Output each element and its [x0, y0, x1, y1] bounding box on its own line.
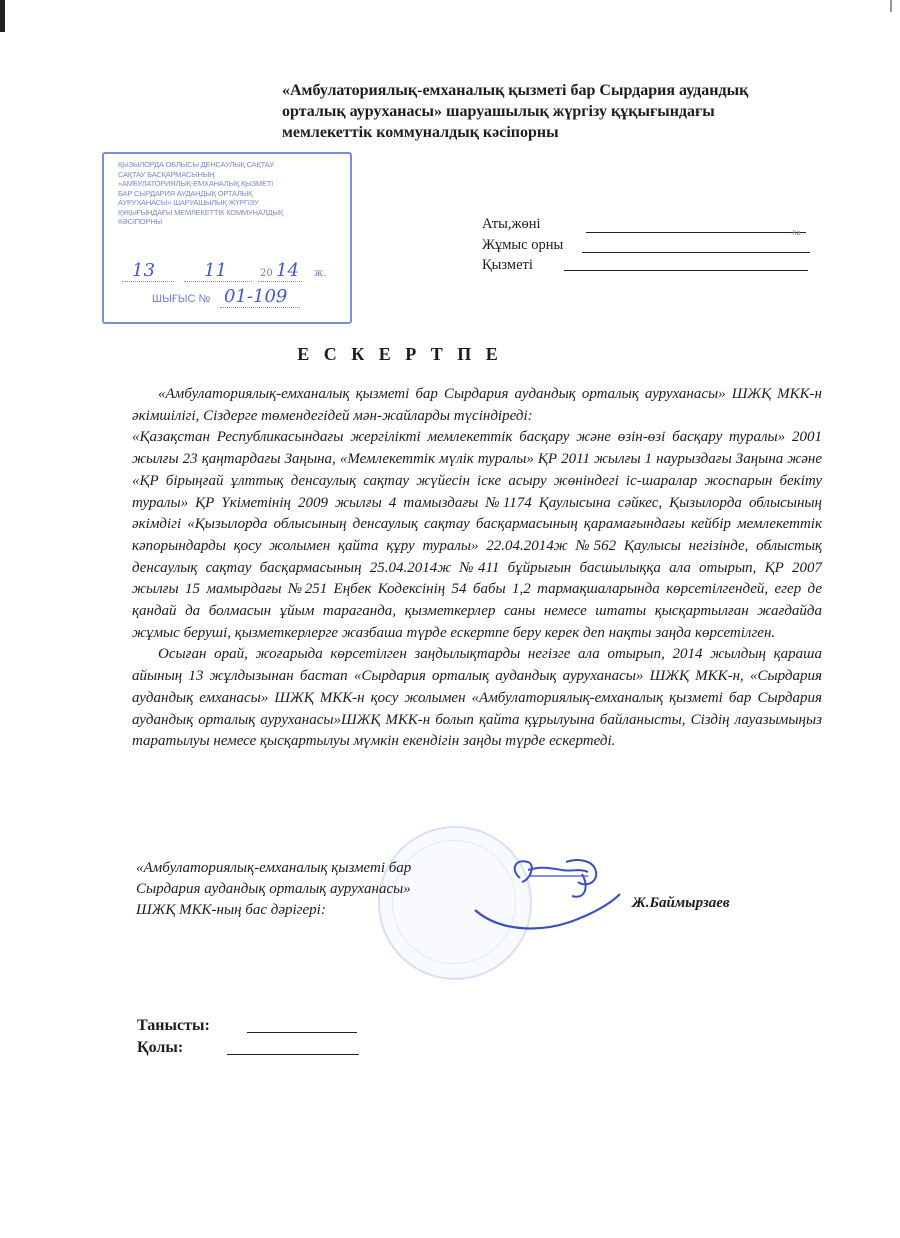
- signatory-block: [136, 858, 411, 921]
- stamp-line: САҚТАУ БАСҚАРМАСЫНЫҢ: [118, 169, 215, 179]
- registration-stamp: [102, 152, 352, 324]
- document-body: [132, 384, 822, 753]
- stamp-number-value: 01-109: [224, 286, 288, 307]
- acknowledgement-block: [137, 1015, 210, 1059]
- organization-header: [282, 80, 842, 143]
- workplace-field-label: Жұмыс орны: [482, 237, 564, 253]
- body-paragraph-intro: «Амбулаториялық-емханалық қызметі бар Сырдария аудандық орталық ауруханасы» ШЖҚ МКК-н әкімшілігі, Сіздерге төмендегідей мән-жайларды түсіндіреді:: [132, 386, 822, 424]
- stamp-date-year-prefix: 20: [260, 268, 273, 279]
- scan-corner-mark: [0, 0, 5, 32]
- signature-label: Қолы:: [137, 1039, 184, 1056]
- stamp-date-month: 11: [204, 260, 227, 281]
- stamp-line: АУРУХАНАСЫ» ШАРУАШЫЛЫҚ ЖҮРГІЗУ: [118, 198, 259, 207]
- stamp-date: [118, 260, 344, 284]
- header-line-1: «Амбулаториялық-емханалық қызметі бар Сырдария аудандық: [282, 82, 749, 99]
- stamp-line: БАР СЫРДАРИЯ АУДАНДЫҚ ОРТАЛЫҚ: [118, 188, 253, 198]
- position-field-line[interactable]: [564, 270, 808, 271]
- name-field-line[interactable]: [586, 232, 806, 233]
- signatory-line-2: Сырдария аудандық орталық ауруханасы»: [136, 881, 411, 897]
- signature-line[interactable]: [227, 1054, 359, 1055]
- document-title-text: Е С К Е Р Т П Е: [297, 344, 503, 364]
- familiarized-signature-line[interactable]: [247, 1032, 357, 1033]
- signatory-line-3: ШЖҚ МКК-ның бас дәрігері:: [136, 902, 326, 918]
- position-field-label: Қызметі: [482, 257, 533, 273]
- stamp-date-year: 14: [276, 260, 299, 281]
- stamp-line: ҚЫЗЫЛОРДА ОБЛЫСЫ ДЕНСАУЛЫҚ САҚТАУ: [118, 160, 274, 169]
- header-line-2: орталық ауруханасы» шаруашылық жүргізу құқығындағы: [282, 103, 715, 120]
- name-field-label: Аты,жөні: [482, 216, 541, 232]
- scan-residue-text: · · Ка ·: [784, 230, 805, 237]
- body-paragraph-notice: Осыған орай, жоғарыда көрсетілген заңдылықтарды негізге ала отырып, 2014 жылдың қараша айының 13 жұлдызынан бастап «Сырдария орталық аудандық ауруханасы» ШЖҚ МКК-н, «Сырдария аудандық емханасы» ШЖҚ МКК-н қосу жолымен «Амбулаториялық-емханалық қызметі бар Сырдария аудандық орталық ауруханасы»ШЖҚ МКК-н болып қайта құрылуына байланысты, Сіздің лауазымыңыз таратылуы немесе қысқартылуы мүмкін екендігін заңды түрде ескертеді.: [132, 646, 822, 750]
- stamp-date-day: 13: [132, 260, 155, 281]
- body-paragraph-legal-basis: «Қазақстан Республикасындағы жергілікті мемлекеттік басқару және өзін-өзі басқару туралы» 2001 жылғы 23 қаңтардағы Заңына, «Мемлекеттік мүлік туралы» ҚР 2011 жылғы 1 наурыздағы Заңына және «ҚР бірыңғай ұлттық денсаулық сақтау жүйесін іске асыру жөніндегі іс-шаралар жоспарын бекіту туралы» ҚР Үкіметінің 2009 жылғы 4 тамыздағы №1174 Қаулысына сәйкес, Қызылорда облысының әкімдігі «Қызылорда облысының денсаулық сақтау басқармасының қарамағындағы кейбір мемлекеттік кәпорындарды қосу жолымен қайта құру туралы» 22.04.2014ж №562 Қаулысы негізінде, облыстық денсаулық сақтау басқармасының 25.04.2014ж №411 бұйрығын басшылыққа ала отырып, ҚР 2007 жылғы 15 мамырдағы №251 Еңбек Кодексінің 54 бабы 1,2 тармақшаларында көрсетілгендей, егер де қандай да болмасын ұйым тараганда, қызметкерлер саны немесе штаты қысқартылған жағдайда жұмыс беруші, қызметкерлерге жазбаша түрде ескертпе беру керек деп нақты заңда көрсетілген.: [132, 429, 822, 641]
- signatory-name: Ж.Баймырзаев: [632, 895, 730, 911]
- stamp-line: «АМБУЛАТОРИЯЛЫҚ-ЕМХАНАЛЫҚ ҚЫЗМЕТІ: [118, 179, 274, 188]
- workplace-field-line[interactable]: [582, 252, 810, 253]
- stamp-line: КӘСІПОРНЫ: [118, 217, 162, 226]
- handwritten-signature: [470, 848, 630, 938]
- stamp-date-suffix: ж.: [314, 268, 327, 279]
- signatory-line-1: «Амбулаториялық-емханалық қызметі бар: [136, 860, 412, 876]
- header-line-3: мемлекеттік коммуналдық кәсіпорны: [282, 124, 559, 141]
- scan-corner-mark-right: [890, 0, 892, 12]
- document-title: [0, 344, 900, 365]
- familiarized-label: Танысты:: [137, 1017, 210, 1034]
- stamp-line: ҚҰҚЫҒЫНДАҒЫ МЕМЛЕКЕТТІК КОММУНАЛДЫҚ: [118, 207, 283, 217]
- stamp-number-label: ШЫҒЫС №: [152, 293, 211, 305]
